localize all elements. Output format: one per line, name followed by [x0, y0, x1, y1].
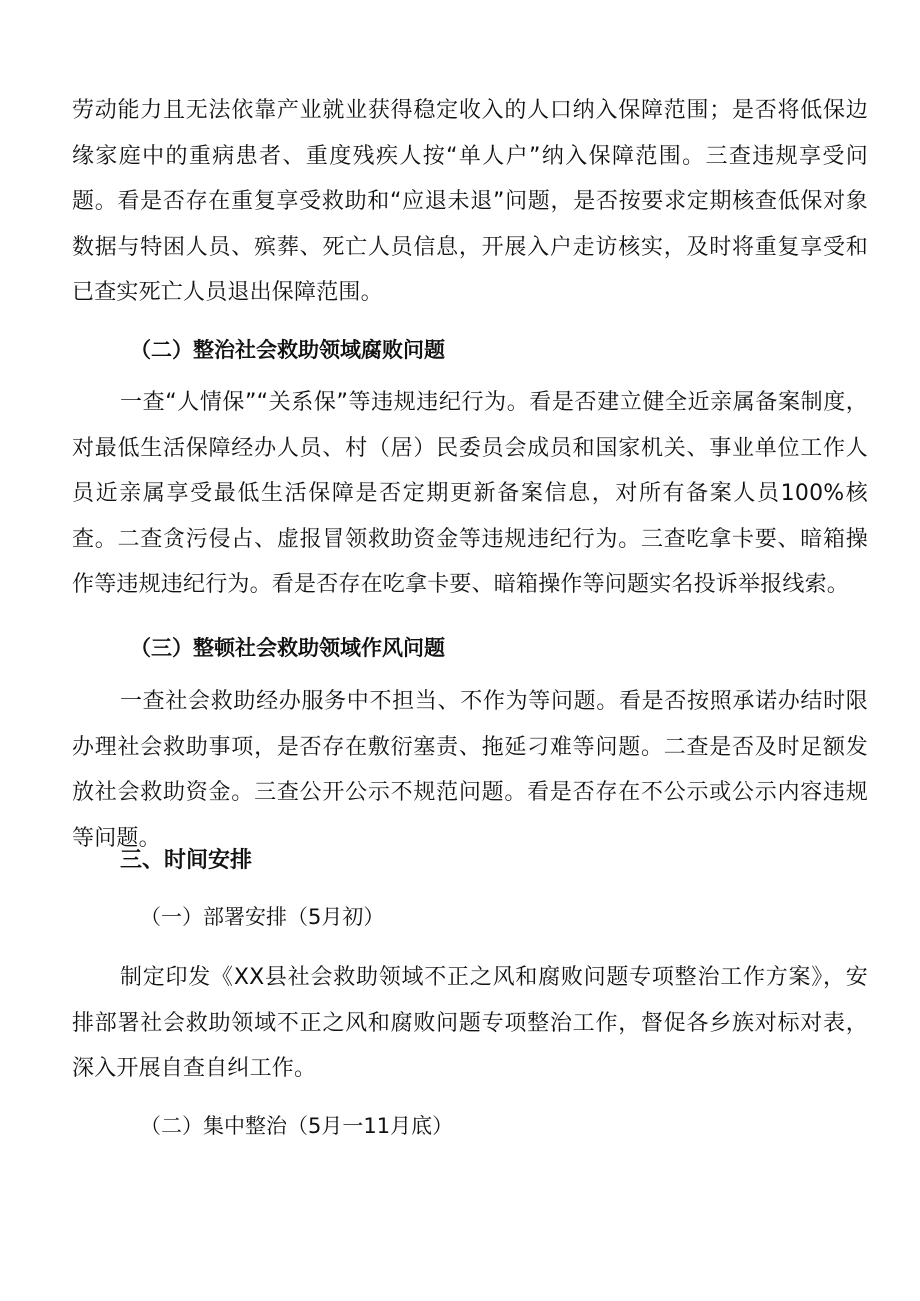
heading-corruption-rectification: （二）整治社会救助领域腐败问题: [130, 338, 445, 362]
paragraph-corruption-checks: 一查“人情保”“关系保”等违规违纪行为。看是否建立健全近亲属备案制度，对最低生活保障经办人员、村（居）民委员会成员和国家机关、事业单位工作人员近亲属享受最低生活保障是否定期更新备案信息，对所有备案人员100%核查。二查贪污侵占、虚报冒领救助资金等违规违纪行为。三查吃拿卡要、暗箱操作等违规违纪行为。看是否存在吃拿卡要、暗箱操作等问题实名投诉举报线索。: [72, 390, 868, 597]
heading-concentrated-rectification: （二）集中整治（5月一11月底）: [140, 1114, 454, 1138]
paragraph-deployment-details: 制定印发《XX县社会救助领域不正之风和腐败问题专项整治工作方案》，安排部署社会救助领域不正之风和腐败问题专项整治工作，督促各乡族对标对表，深入开展自查自纠工作。: [72, 965, 868, 1081]
section-heading-schedule: 三、时间安排: [120, 848, 253, 873]
paragraph-work-style-checks: 一查社会救助经办服务中不担当、不作为等问题。看是否按照承诺办结时限办理社会救助事项，是否存在敷衍塞责、拖延刁难等问题。二查是否及时足额发放社会救助资金。三查公开公示不规范问题。看是否存在不公示或公示内容违规等问题。: [72, 689, 868, 851]
heading-work-style-rectification: （三）整顿社会救助领域作风问题: [130, 636, 445, 660]
heading-deployment-arrangement: （一）部署安排（5月初）: [140, 905, 385, 929]
paragraph-eligibility-review: 劳动能力且无法依靠产业就业获得稳定收入的人口纳入保障范围；是否将低保边缘家庭中的重病患者、重度残疾人按“单人户”纳入保障范围。三查违规享受问题。看是否存在重复享受救助和“应退未退”问题，是否按要求定期核查低保对象数据与特困人员、殡葬、死亡人员信息，开展入户走访核实，及时将重复享受和已查实死亡人员退出保障范围。: [72, 98, 868, 305]
